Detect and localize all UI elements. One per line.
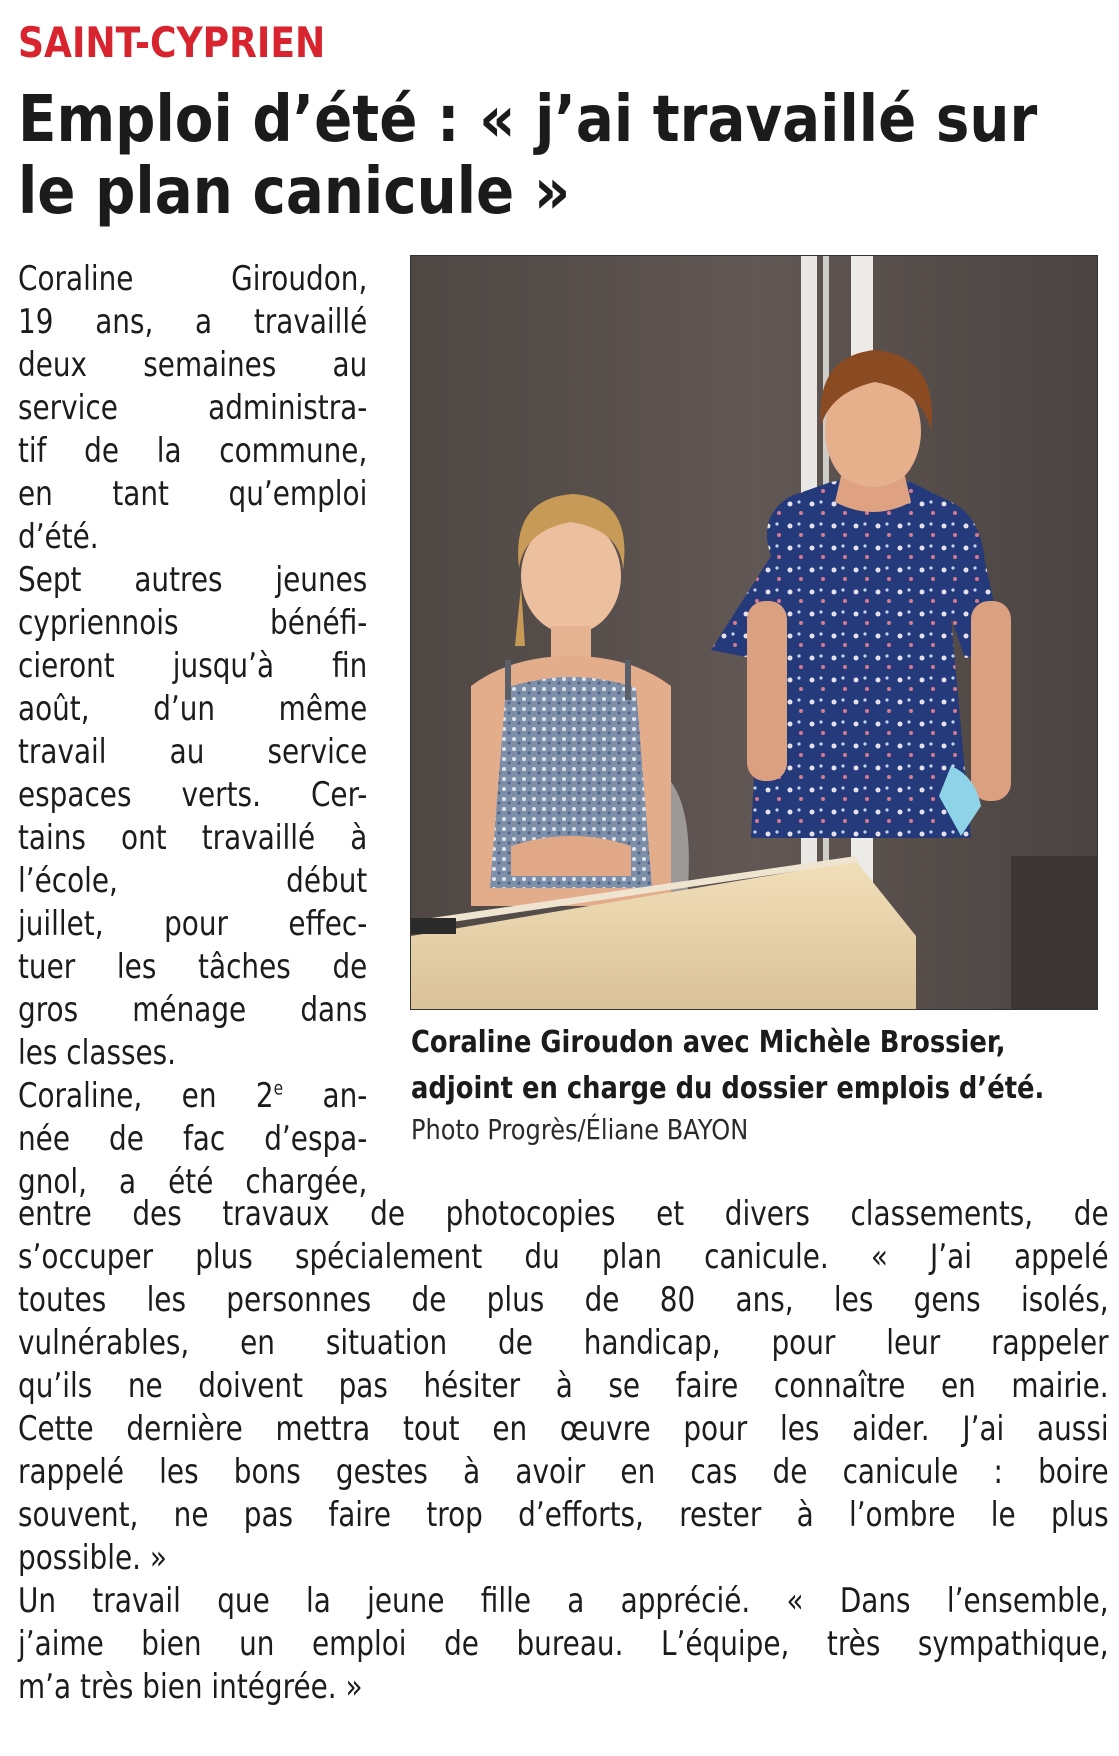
headline-line: Emploi d’été : « j’ai travaillé sur	[18, 83, 1038, 157]
body-line: gnol, a été chargée,	[18, 1162, 368, 1202]
article-kicker: SAINT-CYPRIEN	[18, 18, 326, 67]
body-line: Sept autres jeunes	[18, 560, 368, 600]
body-line: tuer les tâches de	[18, 947, 368, 987]
photo-credit: Photo Progrès/Éliane BAYON	[411, 1113, 749, 1146]
body-line	[18, 1075, 367, 1118]
body-line: cieront jusqu’à fin	[18, 646, 368, 686]
body-line: août, d’un même	[18, 689, 368, 729]
body-line: souvent, ne pas faire trop d’efforts, rester à l’ombre le plus	[18, 1495, 1109, 1535]
body-line: deux semaines au	[18, 345, 368, 385]
body-line: gros ménage dans	[18, 990, 368, 1030]
body-line: tains ont travaillé à	[18, 818, 368, 858]
body-line: s’occuper plus spécialement du plan canicule. « J’ai appelé	[18, 1237, 1109, 1277]
body-line: m’a très bien intégrée. »	[18, 1667, 363, 1707]
article-headline	[18, 83, 1038, 229]
body-line: juillet, pour effec-	[18, 904, 368, 944]
caption-line: Coraline Giroudon avec Michèle Brossier,	[411, 1025, 1006, 1060]
body-line: service administra-	[18, 388, 368, 428]
body-line: née de fac d’espa-	[18, 1119, 368, 1159]
body-line: en tant qu’emploi	[18, 474, 368, 514]
body-line: j’aime bien un emploi de bureau. L’équipe, très sympathique,	[18, 1624, 1109, 1664]
body-line: entre des travaux de photocopies et divers classements, de	[18, 1194, 1109, 1234]
body-line: vulnérables, en situation de handicap, pour leur rappeler	[18, 1323, 1109, 1363]
body-line: l’école, début	[18, 861, 368, 901]
body-line: les classes.	[18, 1033, 177, 1073]
body-line: tif de la commune,	[18, 431, 368, 471]
body-line: d’été.	[18, 517, 99, 557]
body-line: possible. »	[18, 1538, 167, 1578]
caption-line: adjoint en charge du dossier emplois d’été.	[411, 1071, 1045, 1106]
body-line: Cette dernière mettra tout en œuvre pour les aider. J’ai aussi	[18, 1409, 1109, 1449]
body-text-fragment: Coraline, en 2	[18, 1076, 274, 1116]
body-line: toutes les personnes de plus de 80 ans, les gens isolés,	[18, 1280, 1109, 1320]
article-column	[18, 258, 367, 1204]
body-line: Un travail que la jeune fille a apprécié. « Dans l’ensemble,	[18, 1581, 1109, 1621]
photo-illustration	[411, 256, 1098, 1010]
body-line: cypriennois bénéfi-	[18, 603, 368, 643]
body-text-fragment: an-	[283, 1076, 368, 1116]
body-line: travail au service	[18, 732, 368, 772]
body-line: qu’ils ne doivent pas hésiter à se faire connaître en mairie.	[18, 1366, 1109, 1406]
body-line: 19 ans, a travaillé	[18, 302, 368, 342]
ordinal-superscript: e	[273, 1078, 284, 1100]
photo-caption	[411, 1020, 1045, 1112]
body-line: Coraline Giroudon,	[18, 259, 368, 299]
body-line: rappelé les bons gestes à avoir en cas de canicule : boire	[18, 1452, 1109, 1492]
body-line: espaces verts. Cer-	[18, 775, 368, 815]
article-continuation	[18, 1193, 1109, 1709]
headline-line: le plan canicule »	[18, 155, 571, 229]
article-photo	[410, 255, 1098, 1010]
